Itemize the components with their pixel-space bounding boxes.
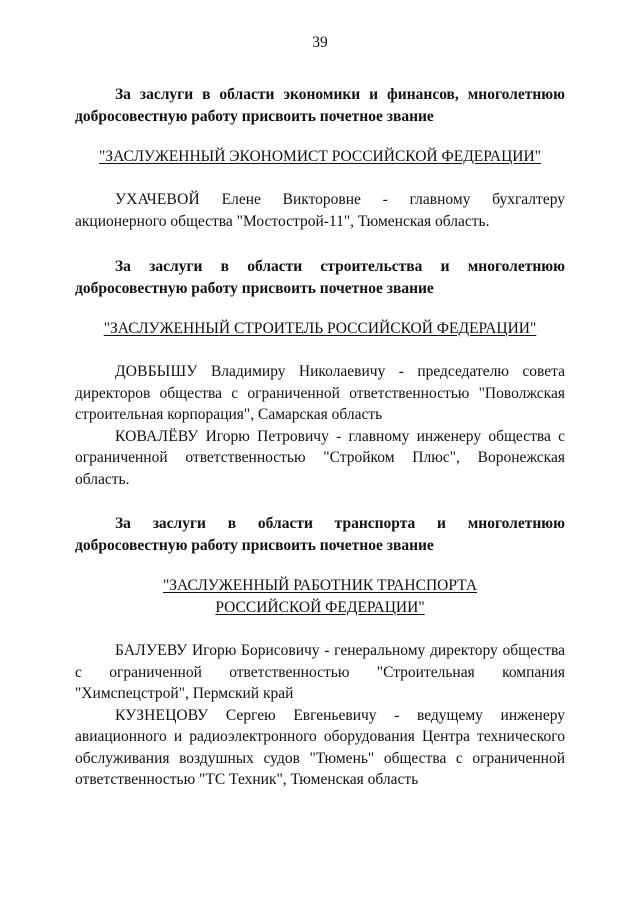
awardee-entry <box>75 361 565 426</box>
awardee-surname: БАЛУЕВУ <box>115 642 188 659</box>
awardee-entry <box>75 705 565 791</box>
honorary-title-line: "ЗАСЛУЖЕННЫЙ ЭКОНОМИСТ РОССИЙСКОЙ ФЕДЕРАЦИИ" <box>98 148 541 165</box>
honorary-title-line: РОССИЙСКОЙ ФЕДЕРАЦИИ" <box>215 598 425 616</box>
awardee-details: Владимиру Николаевичу - председателю совета директоров общества с ограниченной ответственностью "Поволжская строительная корпорация", Самарская область <box>75 363 565 423</box>
awardees-economist <box>75 189 565 232</box>
intro-line: добросовестную работу присвоить почетное звание <box>75 107 434 125</box>
awardee-surname: ДОВБЫШУ <box>115 363 198 380</box>
awardees-transport <box>75 640 565 791</box>
honorary-title-transport <box>75 575 565 618</box>
section-intro-construction <box>75 256 565 299</box>
intro-line: За заслуги в области транспорта и многолетнюю <box>115 515 565 532</box>
awardee-details: Елене Викторовне - главному бухгалтеру акционерного общества "Мостострой-11", Тюменская область. <box>75 191 565 230</box>
section-intro-transport <box>75 513 565 556</box>
awardees-builder <box>75 361 565 490</box>
page-number: 39 <box>312 34 328 51</box>
awardee-details: Игорю Борисовичу - генеральному директору общества с ограниченной ответственностью "Строительная компания "Химспецстрой", Пермский край <box>75 642 565 702</box>
awardee-details: Сергею Евгеньевичу - ведущему инженеру авиационного и радиоэлектронного оборудования Центра технического обслуживания воздушных судов "Тюмень" общества с ограниченной ответственностью "ТС Техник", Тюменская область <box>75 706 565 788</box>
awardee-entry <box>75 640 565 705</box>
intro-line: За заслуги в области экономики и финансов, многолетнюю <box>115 86 565 103</box>
awardee-surname: УХАЧЕВОЙ <box>115 191 200 208</box>
intro-line: добросовестную работу присвоить почетное звание <box>75 279 434 297</box>
section-intro-economics <box>75 84 565 127</box>
intro-line: добросовестную работу присвоить почетное звание <box>75 536 434 554</box>
awardee-surname: КУЗНЕЦОВУ <box>115 706 209 724</box>
awardee-details: Игорю Петровичу - главному инженеру общества с ограниченной ответственностью "Стройком Плюс", Воронежская область. <box>75 427 565 488</box>
honorary-title-line: "ЗАСЛУЖЕННЫЙ РАБОТНИК ТРАНСПОРТА <box>162 577 478 594</box>
awardee-entry <box>75 426 565 491</box>
honorary-title-builder <box>75 318 565 340</box>
honorary-title-line: "ЗАСЛУЖЕННЫЙ СТРОИТЕЛЬ РОССИЙСКОЙ ФЕДЕРАЦИИ" <box>103 320 537 337</box>
awardee-surname: КОВАЛЁВУ <box>115 427 199 445</box>
awardee-entry <box>75 189 565 232</box>
intro-line: За заслуги в области строительства и многолетнюю <box>115 258 565 275</box>
honorary-title-economist <box>75 146 565 168</box>
